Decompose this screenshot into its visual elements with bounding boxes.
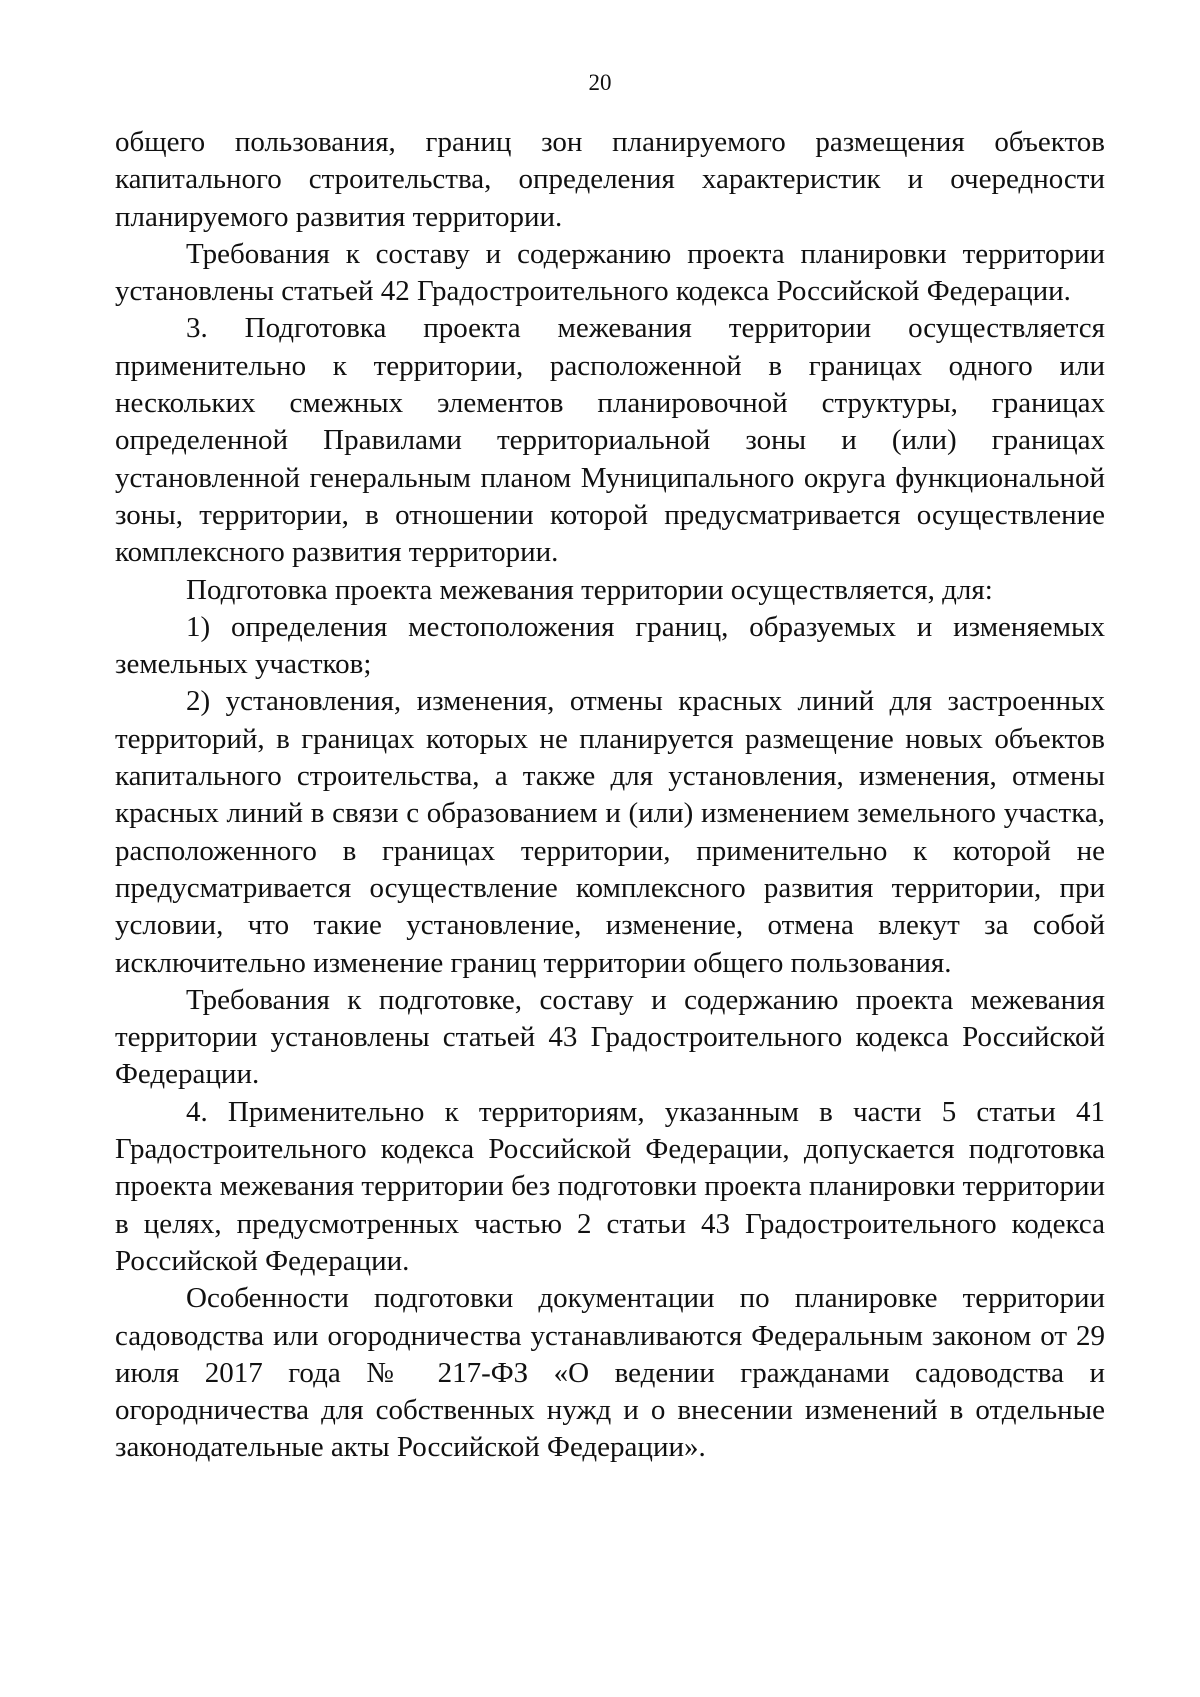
paragraph-item-3: 3. Подготовка проекта межевания территории осуществляется применительно к территории, расположенной в границах одного или нескольких смежных элементов планировочной структуры, границах определенной Правилами территориальной зоны и (или) границах установленной генеральным планом Муниципального округа функциональной зоны, территории, в отношении которой предусматривается осуществление комплексного развития территории.: [115, 312, 1105, 569]
paragraph-continuation: общего пользования, границ зон планируемого размещения объектов капитального строительства, определения характеристик и очередности планируемого развития территории.: [115, 126, 1105, 233]
paragraph-surveying-purpose-intro: Подготовка проекта межевания территории осуществляется, для:: [186, 573, 993, 606]
document-body: [115, 124, 1105, 1467]
paragraph-subitem-1: 1) определения местоположения границ, образуемых и изменяемых земельных участков;: [115, 610, 1105, 681]
paragraph-surveying-requirements: Требования к подготовке, составу и содержанию проекта межевания территории установлены статьей 43 Градостроительного кодекса Российской Федерации.: [115, 983, 1105, 1091]
paragraph-item-4: 4. Применительно к территориям, указанным в части 5 статьи 41 Градостроительного кодекса Российской Федерации, допускается подготовка проекта межевания территории без подготовки проекта планировки территории в целях, предусмотренных частью 2 статьи 43 Градостроительного кодекса Российской Федерации.: [115, 1095, 1105, 1277]
page-number: 20: [588, 70, 612, 95]
paragraph-gardening-specifics: Особенности подготовки документации по планировке территории садоводства или огородничества устанавливаются Федеральным законом от 29 июля 2017 года № 217-ФЗ «О ведении гражданами садоводства и огородничества для собственных нужд и о внесении изменений в отдельные законодательные акты Российской Федерации».: [115, 1282, 1105, 1464]
paragraph-subitem-2: 2) установления, изменения, отмены красных линий для застроенных территорий, в границах которых не планируется размещение новых объектов капитального строительства, а также для установления, изменения, отмены красных линий в связи с образованием и (или) изменением земельного участка, расположенного в границах территории, применительно к которой не предусматривается осуществление комплексного развития территории, при условии, что такие установление, изменение, отмена влекут за собой исключительно изменение границ территории общего пользования.: [115, 685, 1105, 979]
paragraph-planning-requirements: Требования к составу и содержанию проекта планировки территории установлены статьей 42 Градостроительного кодекса Российской Федерации.: [115, 237, 1105, 308]
